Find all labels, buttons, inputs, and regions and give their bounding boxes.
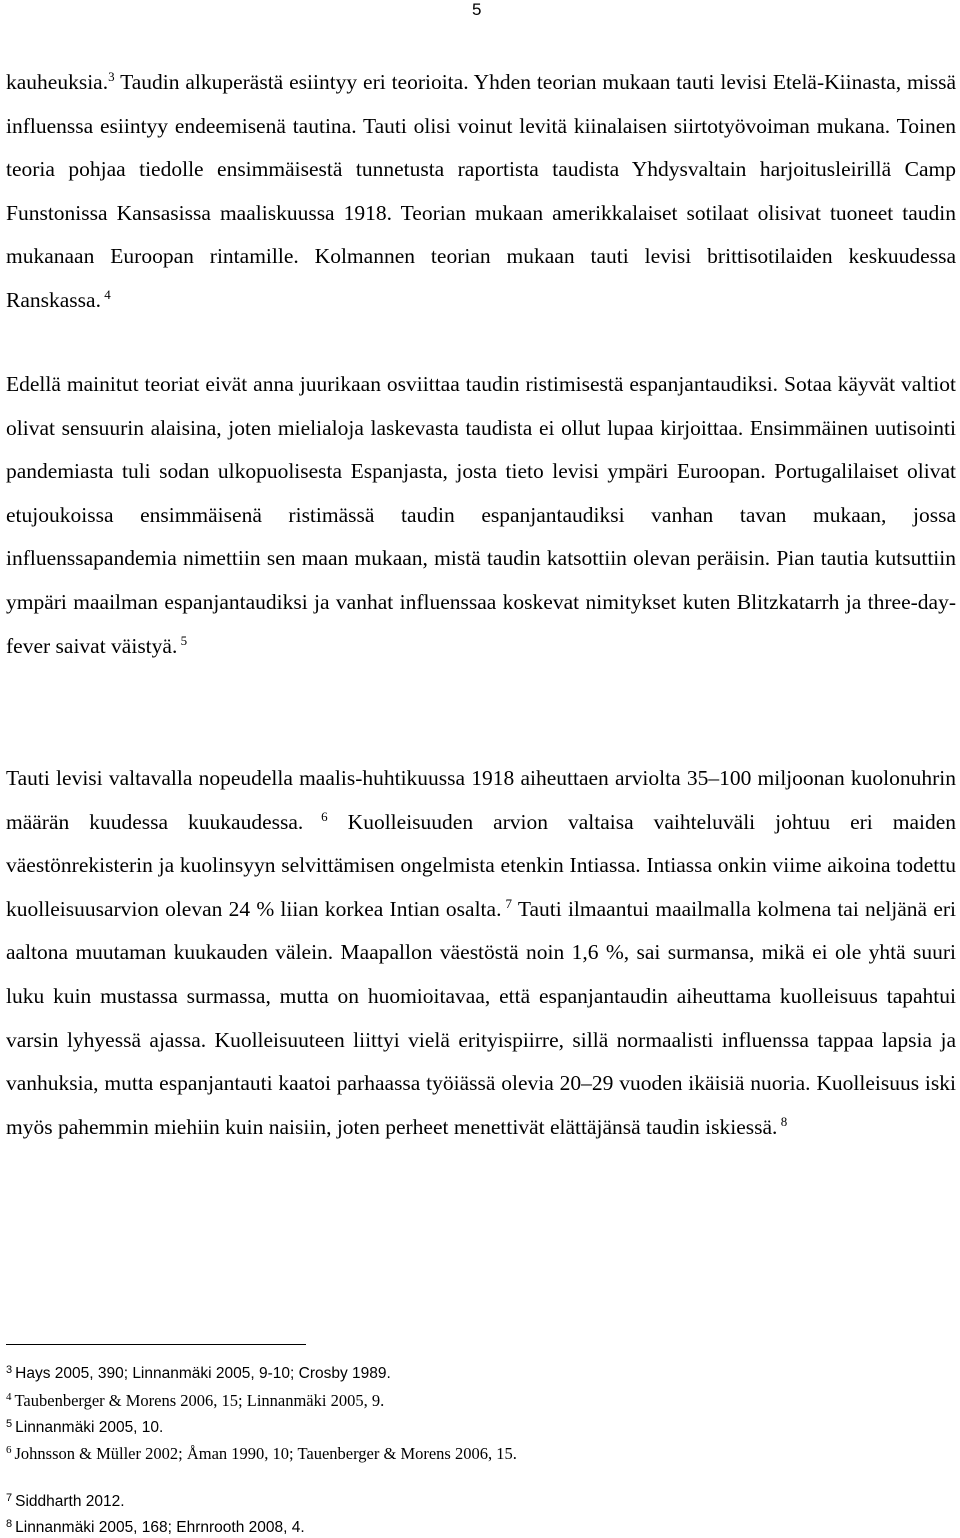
footnote-text: Linnanmäki 2005, 10. <box>15 1419 164 1436</box>
footnote-separator <box>6 1344 306 1345</box>
footnote-7 <box>6 1492 125 1512</box>
footnote-reference[interactable]: 7 <box>501 895 513 911</box>
footnote-text: Johnsson & Müller 2002; Åman 1990, 10; Tauenberger & Morens 2006, 15. <box>14 1444 517 1463</box>
paragraph-text: Edellä mainitut teoriat eivät anna juurikaan osviittaa taudin ristimisestä espanjantaudiksi. Sotaa käyvät valtiot olivat sensuurin alaisina, joten mielialoja laskevasta taudista ei ollut lupaa kirjoittaa. Ensimmäinen uutisointi pandemiasta tuli sodan ulkopuolisesta Espanjasta, josta tieto levisi ympäri Euroopan. Portugalilaiset olivat etujoukoissa ensimmäisenä ristimässä taudin espanjantaudiksi vanhan tavan mukaan, jossa influenssapandemia nimettiin sen maan mukaan, mistä taudin katsottiin olevan peräisin. Pian tautia kutsuttiin ympäri maailman espanjantaudiksi ja vanhat influenssaa koskevat nimitykset kuten Blitzkatarrh ja three-day-fever saivat väistyä. <box>6 372 956 658</box>
footnote-number: 6 <box>6 1444 12 1456</box>
paragraph-naming <box>6 363 956 668</box>
paragraph-text: Kuolleisuuden arvion valtaisa vaihteluväli johtuu eri maiden väestönrekisterin ja kuolinsyyn selvittämisen ongelmista etenkin Intiassa. Intiassa onkin viime aikoina todettu kuolleisuusarvion olevan 24 % liian korkea Intian osalta. <box>6 809 957 921</box>
footnote-5 <box>6 1418 163 1438</box>
footnote-text: Taubenberger & Morens 2006, 15; Linnanmäki 2005, 9. <box>14 1391 385 1410</box>
footnote-reference[interactable]: 6 <box>303 808 328 824</box>
footnote-text: Hays 2005, 390; Linnanmäki 2005, 9-10; Crosby 1989. <box>15 1365 391 1382</box>
footnote-reference[interactable]: 5 <box>177 632 188 648</box>
footnote-number: 3 <box>6 1364 13 1376</box>
page-number: 5 <box>472 0 482 19</box>
footnote-number: 4 <box>6 1391 12 1403</box>
footnote-3 <box>6 1364 391 1384</box>
footnote-number: 7 <box>6 1492 13 1504</box>
footnote-text: Linnanmäki 2005, 168; Ehrnrooth 2008, 4. <box>15 1519 305 1536</box>
footnote-6 <box>6 1444 517 1464</box>
footnote-number: 8 <box>6 1518 13 1530</box>
footnote-reference[interactable]: 8 <box>777 1113 788 1129</box>
footnote-reference[interactable]: 3 <box>108 69 115 84</box>
footnote-number: 5 <box>6 1418 13 1430</box>
paragraph-text: kauheuksia. <box>6 70 109 94</box>
paragraph-origins <box>6 61 956 323</box>
paragraph-mortality <box>6 757 956 1149</box>
footnote-reference[interactable]: 4 <box>100 286 111 302</box>
footnote-text: Siddharth 2012. <box>15 1493 125 1510</box>
paragraph-text: Taudin alkuperästä esiintyy eri teorioita. Yhden teorian mukaan tauti levisi Etelä-Kiinasta, missä influenssa esiintyy endeemisenä tautina. Tauti olisi voinut levitä kiinalaisen siirtotyövoiman mukana. Toinen teoria pohjaa tiedolle ensimmäisestä tunnetusta raportista taudista Yhdysvaltain harjoitusleirillä Camp Funstonissa Kansasissa maaliskuussa 1918. Teorian mukaan amerikkalaiset sotilaat olisivat tuoneet taudin mukanaan Euroopan rintamille. Kolmannen teorian mukaan tauti levisi brittisotilaiden keskuudessa Ranskassa. <box>6 70 956 312</box>
footnote-4 <box>6 1391 384 1411</box>
footnote-8 <box>6 1518 305 1538</box>
paragraph-text: Tauti levisi valtavalla nopeudella maalis-huhtikuussa 1918 aiheuttaen arviolta 35–100 miljoonan kuolonuhrin määrän kuudessa kuukaudessa. <box>6 766 956 834</box>
paragraph-text: Tauti ilmaantui maailmalla kolmena tai neljänä eri aaltona muutaman kuukauden välein. Maapallon väestöstä noin 1,6 %, sai surmansa, mikä ei ole yhtä suuri luku kuin mustassa surmassa, mutta on huomioitavaa, että espanjantaudin aiheuttama kuolleisuus tapahtui varsin lyhyessä ajassa. Kuolleisuuteen liittyi vielä erityispiirre, sillä normaalisti influenssa tappaa lapsia ja vanhuksia, mutta espanjantauti kaatoi parhaassa työiässä olevia 20–29 vuoden ikäisiä nuoria. Kuolleisuus iski myös pahemmin miehiin kuin naisiin, joten perheet menettivät elättäjänsä taudin iskiessä. <box>6 896 956 1139</box>
